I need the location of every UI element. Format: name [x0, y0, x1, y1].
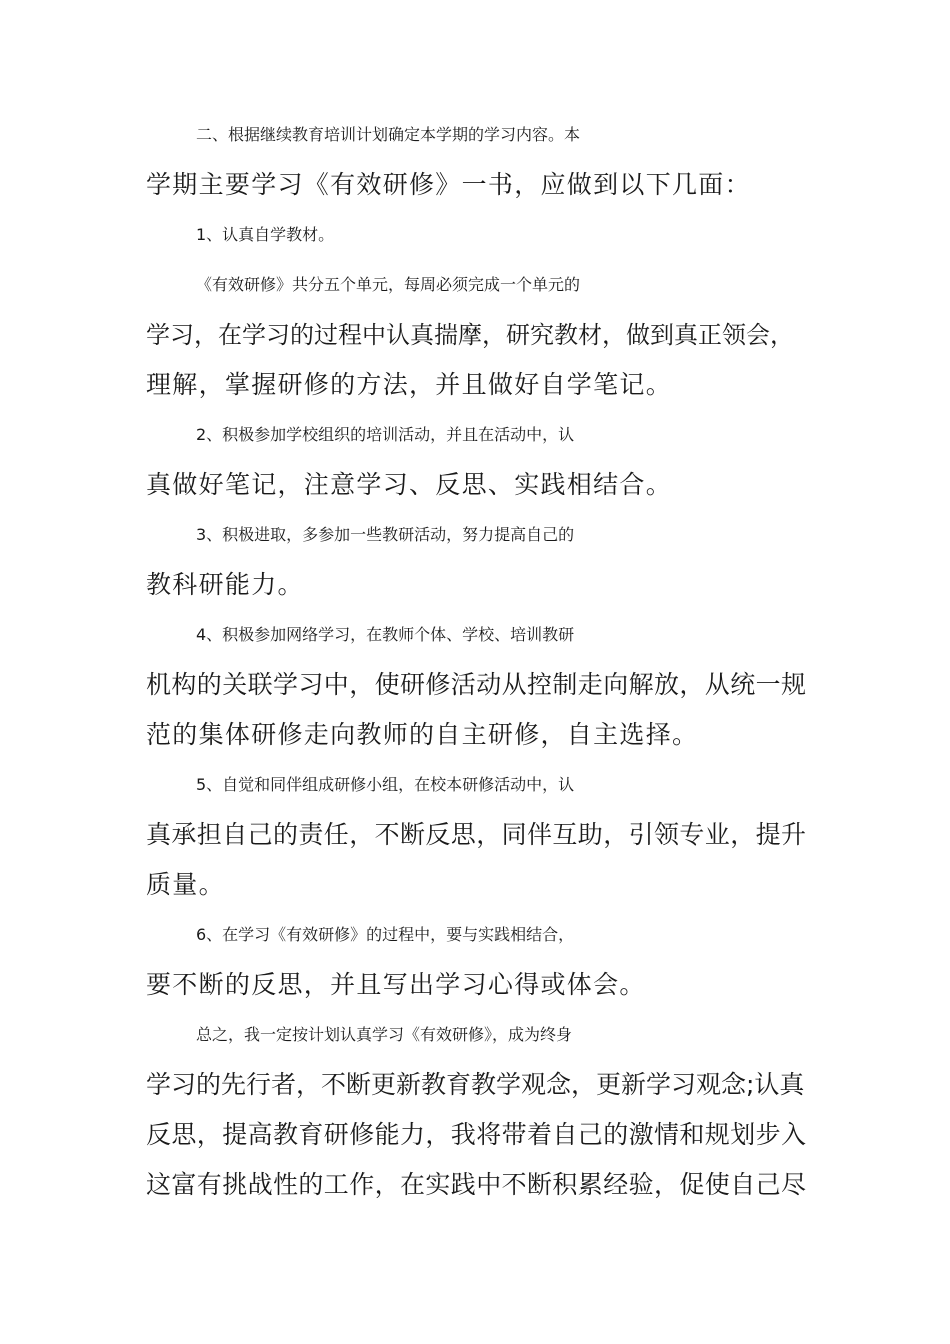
paragraph-line: 理解，掌握研修的方法，并且做好自学笔记。 — [146, 370, 673, 399]
paragraph-line: 《有效研修》共分五个单元，每周必须完成一个单元的 — [196, 275, 581, 294]
paragraph-line: 5、自觉和同伴组成研修小组，在校本研修活动中，认 — [196, 775, 575, 794]
paragraph-line: 质量。 — [146, 870, 225, 899]
paragraph-line: 要不断的反思，并且写出学习心得或体会。 — [146, 970, 646, 999]
paragraph-line: 6、在学习《有效研修》的过程中，要与实践相结合， — [196, 925, 575, 944]
paragraph-line: 范的集体研修走向教师的自主研修，自主选择。 — [146, 720, 699, 749]
paragraph-line: 反思，提高教育研修能力，我将带着自己的激情和规划步入 — [146, 1120, 807, 1149]
paragraph-line: 3、积极进取，多参加一些教研活动，努力提高自己的 — [196, 525, 575, 544]
paragraph-line: 学习的先行者，不断更新教育教学观念，更新学习观念;认真 — [146, 1070, 805, 1099]
paragraph-line: 机构的关联学习中，使研修活动从控制走向解放，从统一规 — [146, 670, 807, 699]
paragraph-line: 学期主要学习《有效研修》一书，应做到以下几面： — [146, 170, 751, 199]
paragraph-line: 4、积极参加网络学习，在教师个体、学校、培训教研 — [196, 625, 575, 644]
paragraph-line: 二、根据继续教育培训计划确定本学期的学习内容。本 — [196, 125, 581, 144]
paragraph-line: 这富有挑战性的工作，在实践中不断积累经验，促使自己尽 — [146, 1170, 807, 1199]
paragraph-line: 学习，在学习的过程中认真揣摩，研究教材，做到真正领会， — [146, 321, 794, 349]
paragraph-line: 教科研能力。 — [146, 570, 304, 599]
paragraph-line: 1、认真自学教材。 — [196, 225, 335, 244]
paragraph-line: 总之，我一定按计划认真学习《有效研修》，成为终身 — [196, 1025, 573, 1044]
paragraph-line: 真承担自己的责任，不断反思，同伴互助，引领专业，提升 — [146, 820, 807, 849]
paragraph-line: 真做好笔记，注意学习、反思、实践相结合。 — [146, 470, 673, 499]
paragraph-line: 2、积极参加学校组织的培训活动，并且在活动中，认 — [196, 425, 575, 444]
